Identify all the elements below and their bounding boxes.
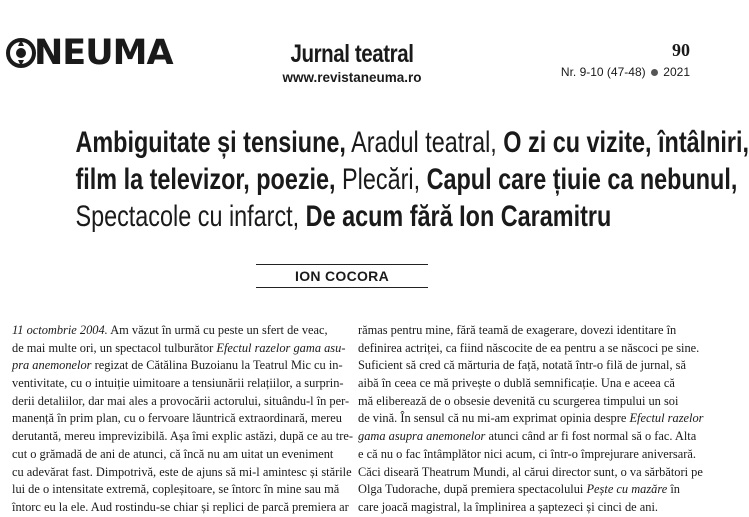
text-line (12, 464, 352, 482)
text-line (358, 410, 704, 428)
text-line (12, 446, 338, 464)
italic-text: Efectul razelor gama asu- (216, 340, 346, 355)
text-line (12, 357, 343, 375)
body-column-right (358, 322, 704, 517)
italic-text: Pește cu mazăre (586, 482, 668, 497)
text-line (358, 322, 698, 340)
body-column-left (12, 322, 353, 517)
headline-line (75, 161, 738, 198)
headline-title-bold: Capul care țiuie ca nebunul, (420, 163, 738, 196)
body-text: Olga Tudorache, după premiera spectacolului (358, 482, 587, 497)
body-text: întorc eu la ele. Aud rostindu-se chiar și replici de parcă premiera ar (12, 499, 349, 514)
text-line (12, 340, 346, 358)
text-line (358, 428, 698, 446)
text-line (358, 375, 698, 393)
text-line (358, 340, 698, 358)
neuma-logo-mark-icon (6, 38, 36, 68)
page-number: 90 (672, 40, 690, 60)
body-text: în (667, 482, 680, 497)
body-text: de mai multe ori, un spectacol tulburător (12, 340, 217, 355)
italic-text: Efectul razelor (629, 411, 704, 426)
headline-title-bold: De acum fără Ion Caramitru (299, 200, 612, 233)
italic-text: gama asupra anemonelor (358, 429, 486, 444)
neuma-logo (6, 33, 173, 73)
site-url: www.revistaneuma.ro (282, 70, 422, 85)
body-text: lui de o intensitate extremă, copleșitoare, se întorc în mine sau mă (12, 482, 340, 497)
headline-title-light: Aradul teatral, (345, 126, 497, 159)
headline-title-bold: O zi cu vizite, întâlniri, (496, 126, 749, 159)
body-text: derutantă, mereu imprevizibilă. Așa îmi explic astăzi, după ce au tre- (12, 429, 353, 444)
text-line (358, 446, 698, 464)
text-line (12, 375, 344, 393)
body-text: de vină. În sensul că nu mi-am exprimat opinia despre (358, 411, 630, 426)
byline-rule-top (256, 264, 428, 265)
text-line (358, 481, 698, 499)
body-text: Suficient să cred că mărturia de față, notată într-o filă de jurnal, să (358, 358, 686, 373)
body-text: cut o grămadă de ani de atunci, că încă nu am uitat un eveniment (12, 446, 334, 461)
text-line (12, 322, 338, 340)
text-line (12, 410, 342, 428)
issue-line (561, 64, 690, 80)
body-text: aibă în ceea ce mă privește o dublă semnificație. Una e aceea că (358, 376, 675, 391)
issue-number: Nr. 9-10 (47-48) (560, 65, 646, 79)
headline-title-bold: film la televizor, poezie, (75, 163, 336, 196)
article-headline (0, 124, 749, 235)
body-text: definirea actriței, ca fiind născocite de ea pentru a se născoci pe sine. (358, 340, 700, 355)
headline-title-bold: Ambiguitate și tensiune, (75, 126, 346, 159)
body-text: rămas pentru mine, fără teamă de exagerare, dovezi identitare în (358, 323, 677, 337)
headline-line (75, 198, 610, 235)
text-line (358, 357, 698, 375)
headline-title-light: Plecări, (335, 163, 421, 196)
text-line (358, 499, 698, 517)
separator-dot-icon (651, 69, 658, 76)
issue-info (561, 40, 690, 80)
body-text: Am văzut în urmă cu peste un sfert de veac, (107, 323, 328, 337)
body-text: ventivitate, cu o intuiție uimitoare a tensiunării relațiilor, a surprin- (12, 376, 344, 391)
text-line (12, 393, 350, 411)
italic-text: pra anemonelor (12, 358, 92, 373)
body-text: atunci când ar fi fost normal să o fac. Alta (485, 429, 697, 444)
body-text: Căci diseară Theatrum Mundi, al cărui director sunt, o va sărbători pe (358, 464, 703, 479)
masthead-center (262, 40, 442, 86)
issue-year: 2021 (663, 65, 690, 79)
text-line (358, 393, 698, 411)
headline-title-light: Spectacole cu infarct, (75, 200, 300, 233)
logo-wordmark: NEUMA (34, 33, 173, 73)
body-text: derii detaliilor, dar mai ales a provocării actorului, situându-l în per- (12, 393, 350, 408)
article-author: ION COCORA (295, 268, 389, 284)
body-text: regizat de Cătălina Buzoianu la Teatrul Mic cu in- (91, 358, 343, 373)
body-text: mă eliberează de o obsesie devenită cu scurgerea timpului un soi (358, 393, 679, 408)
text-line (12, 481, 338, 499)
body-text: cu adevărat fast. Dimpotrivă, este de ajuns să mi-l amintesc și stările (12, 464, 352, 479)
body-text: manență în prim plan, cu o fervoare lăuntrică extraordinară, mereu (12, 411, 342, 426)
text-line (12, 499, 349, 517)
byline-rule-bottom (256, 287, 428, 288)
italic-text: 11 octombrie 2004. (12, 323, 108, 337)
headline-line (75, 124, 749, 161)
body-text: care joacă magistral, la împlinirea a șaptezeci și cinci de ani. (358, 499, 658, 514)
section-title: Jurnal teatral (290, 40, 414, 68)
text-line (12, 428, 353, 446)
body-text: e că nu o fac întâmplător nici acum, ci într-o împrejurare aniversară. (358, 446, 696, 461)
text-line (358, 464, 703, 482)
